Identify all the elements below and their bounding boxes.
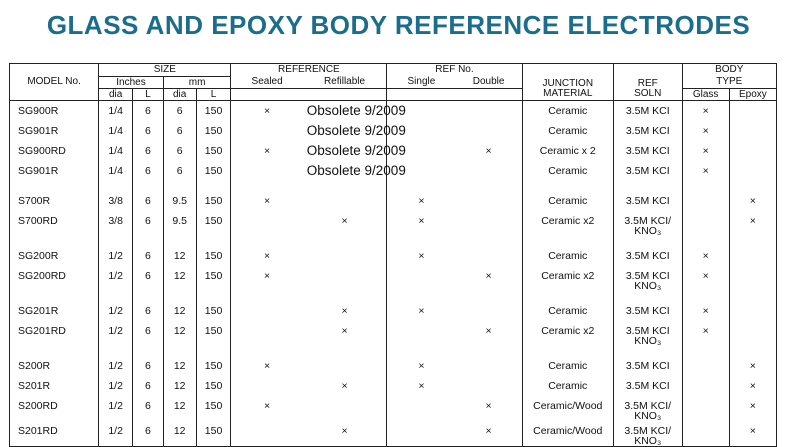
table-row bbox=[10, 301, 777, 321]
electrodes-table bbox=[9, 63, 777, 447]
cell-glass: × bbox=[682, 266, 729, 291]
spacer-cell bbox=[133, 181, 164, 191]
header-material: MATERIAL bbox=[522, 89, 613, 101]
cell-model: S201RD bbox=[10, 421, 99, 447]
cell-double: × bbox=[456, 421, 523, 447]
cell-mm-l: 150 bbox=[196, 321, 231, 346]
cell-refillable bbox=[303, 266, 387, 291]
header-sealed: Sealed bbox=[231, 77, 303, 89]
spacer-cell bbox=[231, 291, 303, 301]
table-row bbox=[10, 161, 777, 181]
cell-mm-l: 150 bbox=[196, 161, 231, 181]
spacer-cell bbox=[303, 236, 387, 246]
cell-refillable bbox=[303, 246, 387, 266]
table-row bbox=[10, 266, 777, 291]
table-row bbox=[10, 396, 777, 421]
table-row bbox=[10, 191, 777, 211]
cell-refillable bbox=[303, 356, 387, 376]
cell-refillable bbox=[303, 121, 406, 141]
cell-mm-dia: 12 bbox=[163, 266, 196, 291]
cell-junction: Ceramic/Wood bbox=[522, 421, 613, 447]
cell-single: × bbox=[418, 380, 425, 392]
spacer-cell bbox=[522, 181, 613, 191]
cell-junction: Ceramic x2 bbox=[522, 266, 613, 291]
cell-refillable: × bbox=[303, 301, 387, 321]
cell-refillable bbox=[303, 141, 406, 161]
spacer-cell bbox=[163, 181, 196, 191]
cell-double bbox=[456, 101, 523, 122]
spacer-cell bbox=[10, 291, 99, 301]
cell-junction: Ceramic bbox=[522, 121, 613, 141]
cell-inches-l: 6 bbox=[133, 266, 164, 291]
cell-mm-dia: 6 bbox=[163, 161, 196, 181]
cell-double: × bbox=[456, 266, 523, 291]
spacer-cell bbox=[613, 181, 682, 191]
cell-epoxy: × bbox=[729, 396, 776, 421]
spacer-cell bbox=[729, 346, 776, 356]
cell-double: × bbox=[456, 141, 523, 161]
cell-soln: 3.5M KCI bbox=[613, 161, 682, 181]
spacer-cell bbox=[303, 181, 387, 191]
header-mm-l: L bbox=[196, 89, 231, 101]
cell-sealed: × bbox=[264, 270, 271, 282]
spacer-cell bbox=[231, 236, 303, 246]
cell-glass bbox=[682, 356, 729, 376]
cell-model: S200R bbox=[10, 356, 99, 376]
cell-sealed bbox=[231, 161, 303, 181]
spacer-cell bbox=[456, 181, 523, 191]
cell-inches-dia: 1/2 bbox=[99, 246, 133, 266]
soln-line-1: 3.5M KCI bbox=[625, 325, 670, 337]
cell-soln bbox=[613, 211, 682, 236]
cell-sealed: × bbox=[264, 105, 271, 117]
cell-mm-l: 150 bbox=[196, 421, 231, 447]
cell-glass: × bbox=[682, 121, 729, 141]
cell-soln bbox=[613, 321, 682, 346]
cell-mm-dia: 6 bbox=[163, 101, 196, 122]
cell-inches-dia: 1/4 bbox=[99, 161, 133, 181]
cell-mm-l: 150 bbox=[196, 376, 231, 396]
cell-mm-dia: 12 bbox=[163, 321, 196, 346]
spacer-cell bbox=[303, 291, 387, 301]
cell-mm-l: 150 bbox=[196, 141, 231, 161]
cell-model: SG201RD bbox=[10, 321, 99, 346]
cell-inches-dia: 1/2 bbox=[99, 266, 133, 291]
spacer-cell bbox=[163, 236, 196, 246]
cell-inches-dia: 3/8 bbox=[99, 211, 133, 236]
cell-epoxy: × bbox=[729, 191, 776, 211]
cell-mm-dia: 12 bbox=[163, 301, 196, 321]
header-ref: REF bbox=[613, 64, 682, 89]
cell-mm-dia: 12 bbox=[163, 421, 196, 447]
cell-double: × bbox=[456, 396, 523, 421]
spacer-cell bbox=[196, 181, 231, 191]
spacer-cell bbox=[133, 291, 164, 301]
cell-junction: Ceramic bbox=[522, 101, 613, 122]
cell-soln: 3.5M KCI bbox=[613, 121, 682, 141]
obsolete-note: Obsolete 9/2009 bbox=[306, 163, 406, 178]
spacer-cell bbox=[387, 291, 456, 301]
cell-refillable bbox=[303, 161, 406, 181]
spacer-cell bbox=[10, 181, 99, 191]
spacer-cell bbox=[682, 291, 729, 301]
table-row bbox=[10, 101, 777, 122]
cell-sealed: × bbox=[264, 145, 271, 157]
cell-model: SG200R bbox=[10, 246, 99, 266]
spacer-cell bbox=[387, 236, 456, 246]
cell-glass: × bbox=[682, 141, 729, 161]
spacer-cell bbox=[303, 346, 387, 356]
cell-refillable bbox=[303, 101, 406, 122]
spacer-cell bbox=[522, 291, 613, 301]
spacer-cell bbox=[729, 236, 776, 246]
cell-inches-dia: 3/8 bbox=[99, 191, 133, 211]
header-mm-dia: dia bbox=[163, 89, 196, 101]
spacer-cell bbox=[613, 346, 682, 356]
cell-inches-l: 6 bbox=[133, 121, 164, 141]
spacer-cell bbox=[387, 346, 456, 356]
spacer-cell bbox=[99, 181, 133, 191]
cell-epoxy: × bbox=[729, 421, 776, 447]
cell-junction: Ceramic bbox=[522, 191, 613, 211]
spacer-cell bbox=[231, 181, 303, 191]
spacer-cell bbox=[196, 346, 231, 356]
cell-inches-dia: 1/2 bbox=[99, 321, 133, 346]
table-row bbox=[10, 141, 777, 161]
cell-inches-l: 6 bbox=[133, 301, 164, 321]
cell-double bbox=[456, 376, 523, 396]
spacer-cell bbox=[196, 236, 231, 246]
cell-inches-l: 6 bbox=[133, 191, 164, 211]
cell-glass: × bbox=[682, 321, 729, 346]
header-ref-no: REF No. bbox=[387, 64, 522, 77]
cell-mm-dia: 9.5 bbox=[163, 191, 196, 211]
obsolete-note: Obsolete 9/2009 bbox=[306, 143, 406, 158]
cell-refillable bbox=[303, 396, 387, 421]
cell-inches-l: 6 bbox=[133, 396, 164, 421]
cell-mm-dia: 6 bbox=[163, 121, 196, 141]
cell-model: S700R bbox=[10, 191, 99, 211]
cell-epoxy bbox=[729, 161, 776, 181]
cell-model: S700RD bbox=[10, 211, 99, 236]
cell-epoxy bbox=[729, 266, 776, 291]
table-row bbox=[10, 421, 777, 447]
cell-epoxy: × bbox=[729, 356, 776, 376]
header-mm: mm bbox=[163, 77, 231, 89]
cell-inches-dia: 1/2 bbox=[99, 301, 133, 321]
cell-sealed: × bbox=[264, 360, 271, 372]
cell-epoxy bbox=[729, 141, 776, 161]
header-junction: JUNCTION bbox=[522, 64, 613, 89]
spacer-cell bbox=[456, 291, 523, 301]
spacer-cell bbox=[163, 291, 196, 301]
cell-glass bbox=[682, 211, 729, 236]
cell-single bbox=[387, 396, 456, 421]
table-row bbox=[10, 246, 777, 266]
cell-mm-l: 150 bbox=[196, 396, 231, 421]
header-refillable: Refillable bbox=[303, 77, 387, 89]
header-model bbox=[10, 64, 99, 101]
spacer-cell bbox=[682, 236, 729, 246]
cell-sealed: × bbox=[264, 400, 271, 412]
obsolete-note: Obsolete 9/2009 bbox=[306, 103, 406, 118]
soln-line-1: 3.5M KCI bbox=[625, 270, 670, 282]
cell-epoxy: × bbox=[729, 211, 776, 236]
cell-glass: × bbox=[682, 301, 729, 321]
cell-mm-l: 150 bbox=[196, 101, 231, 122]
cell-junction: Ceramic bbox=[522, 246, 613, 266]
cell-double bbox=[456, 121, 523, 141]
cell-sealed bbox=[231, 121, 303, 141]
row-spacer bbox=[10, 236, 777, 246]
cell-model: SG900R bbox=[10, 101, 99, 122]
cell-soln bbox=[613, 266, 682, 291]
spacer-cell bbox=[522, 236, 613, 246]
spacer-cell bbox=[163, 346, 196, 356]
cell-model: SG200RD bbox=[10, 266, 99, 291]
cell-epoxy bbox=[729, 101, 776, 122]
cell-double bbox=[456, 356, 523, 376]
table-row bbox=[10, 321, 777, 346]
cell-soln bbox=[613, 396, 682, 421]
spacer-cell bbox=[729, 291, 776, 301]
cell-inches-dia: 1/4 bbox=[99, 101, 133, 122]
cell-model: SG901R bbox=[10, 121, 99, 141]
cell-inches-l: 6 bbox=[133, 356, 164, 376]
soln-line-2: KNO₃ bbox=[634, 280, 662, 292]
cell-double bbox=[456, 191, 523, 211]
cell-mm-l: 150 bbox=[196, 121, 231, 141]
cell-sealed: × bbox=[264, 250, 271, 262]
cell-single bbox=[387, 321, 456, 346]
cell-inches-dia: 1/2 bbox=[99, 396, 133, 421]
cell-single: × bbox=[418, 195, 425, 207]
cell-inches-l: 6 bbox=[133, 211, 164, 236]
soln-line-1: 3.5M KCI/ bbox=[624, 400, 672, 412]
header-in-l: L bbox=[133, 89, 164, 101]
cell-model: S200RD bbox=[10, 396, 99, 421]
cell-junction: Ceramic/Wood bbox=[522, 396, 613, 421]
header-size: SIZE bbox=[99, 64, 231, 77]
cell-mm-l: 150 bbox=[196, 246, 231, 266]
cell-junction: Ceramic bbox=[522, 301, 613, 321]
cell-soln: 3.5M KCI bbox=[613, 141, 682, 161]
soln-line-1: 3.5M KCI/ bbox=[624, 215, 672, 227]
cell-glass bbox=[682, 191, 729, 211]
spacer-cell bbox=[682, 181, 729, 191]
table-row bbox=[10, 356, 777, 376]
cell-refillable bbox=[303, 191, 387, 211]
spacer-cell bbox=[522, 346, 613, 356]
spacer-cell bbox=[10, 346, 99, 356]
table-row bbox=[10, 121, 777, 141]
spacer-cell bbox=[231, 346, 303, 356]
cell-epoxy bbox=[729, 321, 776, 346]
cell-soln: 3.5M KCI bbox=[613, 101, 682, 122]
cell-inches-dia: 1/4 bbox=[99, 121, 133, 141]
cell-single bbox=[387, 266, 456, 291]
cell-inches-l: 6 bbox=[133, 321, 164, 346]
cell-mm-l: 150 bbox=[196, 191, 231, 211]
header-glass: Glass bbox=[682, 89, 729, 101]
cell-epoxy bbox=[729, 121, 776, 141]
cell-epoxy bbox=[729, 246, 776, 266]
cell-refillable: × bbox=[303, 321, 387, 346]
cell-double bbox=[456, 161, 523, 181]
cell-single bbox=[387, 421, 456, 447]
cell-refillable: × bbox=[303, 211, 387, 236]
cell-inches-l: 6 bbox=[133, 161, 164, 181]
cell-junction: Ceramic x2 bbox=[522, 211, 613, 236]
cell-mm-dia: 12 bbox=[163, 246, 196, 266]
soln-line-2: KNO₃ bbox=[634, 335, 662, 347]
spacer-cell bbox=[456, 346, 523, 356]
cell-soln: 3.5M KCI bbox=[613, 376, 682, 396]
cell-double bbox=[456, 211, 523, 236]
spacer-cell bbox=[133, 236, 164, 246]
table-row bbox=[10, 211, 777, 236]
spacer-cell bbox=[729, 181, 776, 191]
cell-glass bbox=[682, 396, 729, 421]
cell-soln bbox=[613, 421, 682, 447]
row-spacer bbox=[10, 291, 777, 301]
cell-glass: × bbox=[682, 161, 729, 181]
header-soln: SOLN bbox=[613, 89, 682, 101]
cell-single: × bbox=[418, 250, 425, 262]
spacer-cell bbox=[613, 236, 682, 246]
cell-refillable: × bbox=[303, 421, 387, 447]
cell-double: × bbox=[456, 321, 523, 346]
cell-junction: Ceramic x2 bbox=[522, 321, 613, 346]
cell-model: SG901R bbox=[10, 161, 99, 181]
header-body: BODY bbox=[682, 64, 776, 77]
cell-sealed bbox=[231, 301, 303, 321]
cell-inches-dia: 1/2 bbox=[99, 356, 133, 376]
cell-inches-l: 6 bbox=[133, 141, 164, 161]
spacer-cell bbox=[682, 346, 729, 356]
cell-model: SG201R bbox=[10, 301, 99, 321]
header-reference: REFERENCE bbox=[231, 64, 387, 77]
cell-sealed bbox=[231, 321, 303, 346]
page-title: GLASS AND EPOXY BODY REFERENCE ELECTRODES bbox=[46, 10, 751, 40]
header-type: TYPE bbox=[682, 77, 776, 89]
row-spacer bbox=[10, 346, 777, 356]
header-inches: Inches bbox=[99, 77, 164, 89]
cell-inches-l: 6 bbox=[133, 421, 164, 447]
table-row bbox=[10, 376, 777, 396]
obsolete-note: Obsolete 9/2009 bbox=[306, 123, 406, 138]
cell-glass: × bbox=[682, 101, 729, 122]
cell-inches-l: 6 bbox=[133, 101, 164, 122]
cell-mm-dia: 12 bbox=[163, 376, 196, 396]
cell-epoxy bbox=[729, 301, 776, 321]
cell-refillable: × bbox=[303, 376, 387, 396]
cell-model: S201R bbox=[10, 376, 99, 396]
cell-double bbox=[456, 301, 523, 321]
header-single: Single bbox=[387, 77, 456, 89]
header-epoxy: Epoxy bbox=[729, 89, 776, 101]
cell-single: × bbox=[418, 360, 425, 372]
spacer-cell bbox=[99, 236, 133, 246]
cell-sealed bbox=[231, 376, 303, 396]
soln-line-1: 3.5M KCI/ bbox=[624, 425, 672, 437]
cell-inches-dia: 1/2 bbox=[99, 421, 133, 447]
cell-epoxy: × bbox=[729, 376, 776, 396]
soln-line-2: KNO₃ bbox=[634, 410, 662, 422]
spacer-cell bbox=[387, 181, 456, 191]
cell-sealed: × bbox=[264, 195, 271, 207]
cell-mm-l: 150 bbox=[196, 301, 231, 321]
header-refno-spacer bbox=[387, 89, 522, 101]
header-in-dia: dia bbox=[99, 89, 133, 101]
cell-single: × bbox=[418, 305, 425, 317]
cell-soln: 3.5M KCI bbox=[613, 356, 682, 376]
cell-junction: Ceramic bbox=[522, 356, 613, 376]
cell-single: × bbox=[418, 215, 425, 227]
cell-model: SG900RD bbox=[10, 141, 99, 161]
soln-line-2: KNO₃ bbox=[634, 435, 662, 447]
cell-soln: 3.5M KCI bbox=[613, 301, 682, 321]
header-ref-spacer bbox=[231, 89, 387, 101]
cell-double bbox=[456, 246, 523, 266]
cell-mm-dia: 12 bbox=[163, 396, 196, 421]
cell-mm-l: 150 bbox=[196, 356, 231, 376]
cell-inches-dia: 1/2 bbox=[99, 376, 133, 396]
cell-junction: Ceramic bbox=[522, 376, 613, 396]
header-model-label: MODEL No. bbox=[27, 76, 81, 87]
cell-glass bbox=[682, 376, 729, 396]
soln-line-2: KNO₃ bbox=[634, 225, 662, 237]
cell-inches-dia: 1/4 bbox=[99, 141, 133, 161]
cell-mm-dia: 6 bbox=[163, 141, 196, 161]
cell-mm-dia: 9.5 bbox=[163, 211, 196, 236]
cell-sealed bbox=[231, 421, 303, 447]
spacer-cell bbox=[133, 346, 164, 356]
cell-mm-dia: 12 bbox=[163, 356, 196, 376]
cell-soln: 3.5M KCI bbox=[613, 246, 682, 266]
cell-sealed bbox=[231, 211, 303, 236]
cell-inches-l: 6 bbox=[133, 376, 164, 396]
cell-junction: Ceramic x 2 bbox=[522, 141, 613, 161]
header-double: Double bbox=[456, 77, 523, 89]
row-spacer bbox=[10, 181, 777, 191]
cell-junction: Ceramic bbox=[522, 161, 613, 181]
cell-glass: × bbox=[682, 246, 729, 266]
cell-soln: 3.5M KCI bbox=[613, 191, 682, 211]
cell-inches-l: 6 bbox=[133, 246, 164, 266]
cell-mm-l: 150 bbox=[196, 266, 231, 291]
spacer-cell bbox=[456, 236, 523, 246]
spacer-cell bbox=[10, 236, 99, 246]
spacer-cell bbox=[196, 291, 231, 301]
spacer-cell bbox=[99, 291, 133, 301]
spacer-cell bbox=[613, 291, 682, 301]
spacer-cell bbox=[99, 346, 133, 356]
cell-glass bbox=[682, 421, 729, 447]
cell-mm-l: 150 bbox=[196, 211, 231, 236]
